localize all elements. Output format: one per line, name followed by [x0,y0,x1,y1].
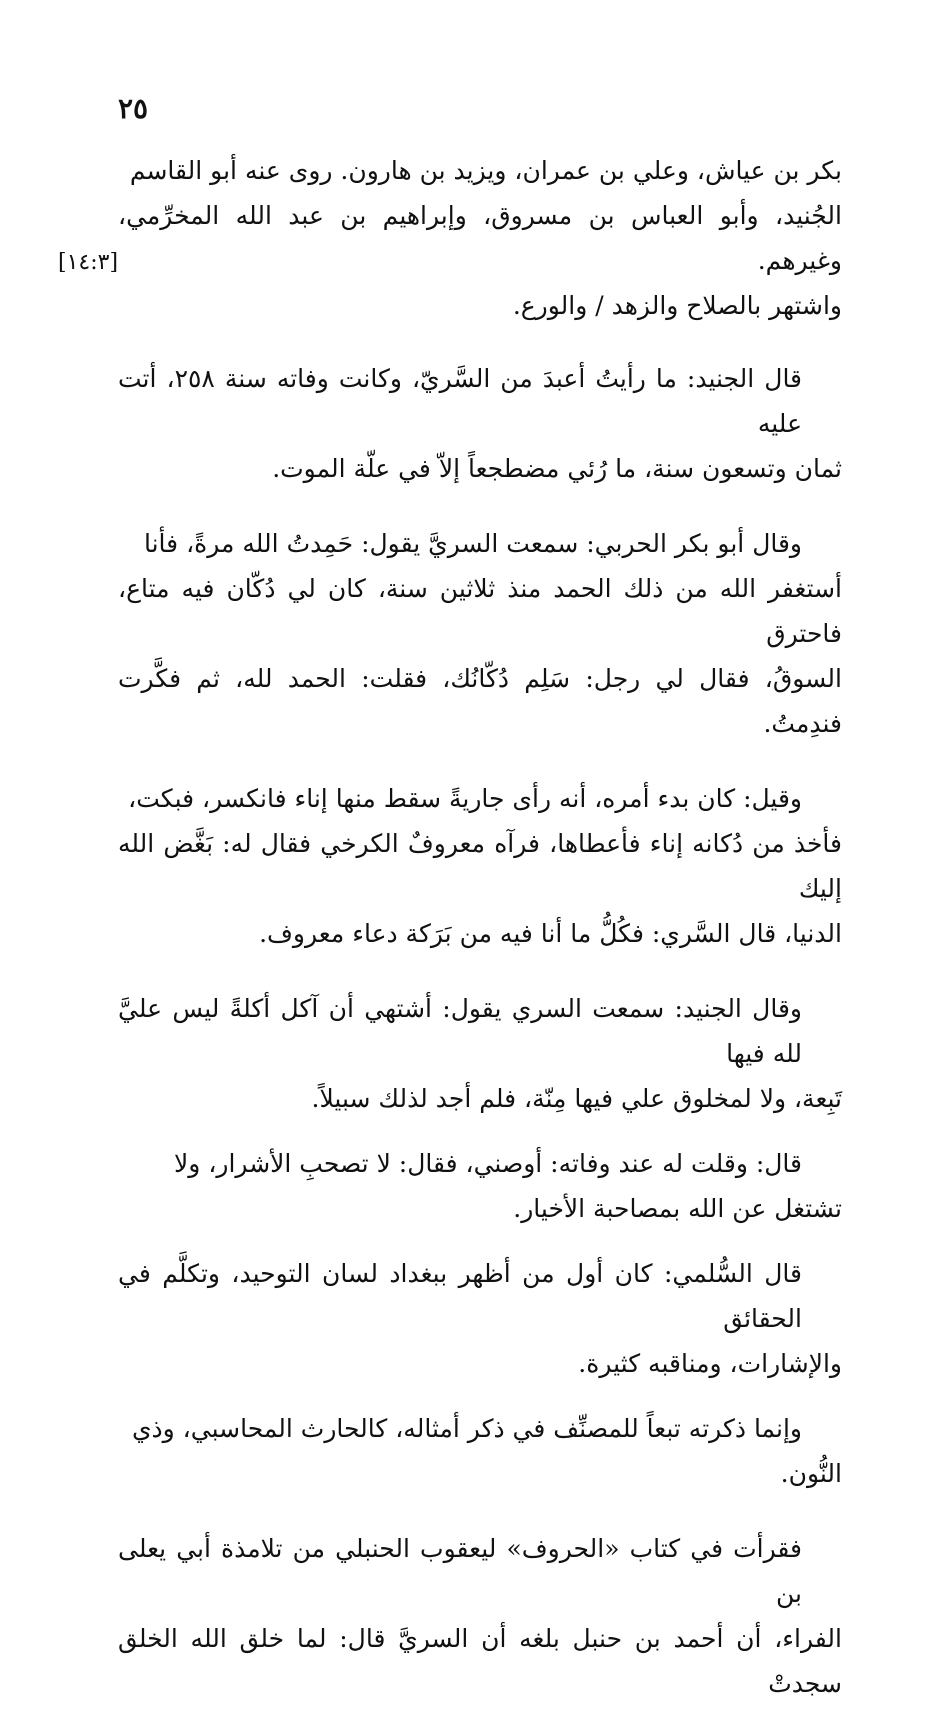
text-line: قال: وقلت له عند وفاته: أوصني، فقال: لا تصحبِ الأشرار، ولا [174,1149,802,1178]
paragraph-6 [118,1141,842,1231]
text-line: وقيل: كان بدء أمره، أنه رأى جاريةً سقط منها إناء فانكسر، فبكت، [128,784,802,813]
text-line: الفراء، أن أحمد بن حنبل بلغه أن السريَّ قال: لما خلق الله الخلق سجدتْ [118,1624,842,1698]
text-line: قال السُّلمي: كان أول من أظهر ببغداد لسان التوحيد، وتكلَّم في الحقائق [118,1259,802,1333]
text-line: تَبِعة، ولا لمخلوق علي فيها مِنّة، فلم أجد لذلك سبيلاً. [311,1084,842,1113]
paragraph-4 [118,776,842,956]
text-line: الجُنيد، وأبو العباس بن مسروق، وإبراهيم بن عبد الله المخرِّمي، وغيرهم. [118,201,842,275]
text-line: وقال الجنيد: سمعت السري يقول: أشتهي أن آكل أكلةً ليس عليَّ لله فيها [118,994,802,1068]
text-line: فأخذ من دُكانه إناء فأعطاها، فرآه معروفٌ الكرخي فقال له: بَغَّض الله إليك [118,829,842,903]
body-text [118,148,842,1736]
text-line: بكر بن عياش، وعلي بن عمران، ويزيد بن هارون. روى عنه أبو القاسم [129,156,842,185]
paragraph-9 [118,1526,842,1706]
text-line: النُّون. [780,1459,842,1488]
paragraph-8 [118,1406,842,1496]
text-line: والإشارات، ومناقبه كثيرة. [578,1349,842,1378]
margin-reference: [١٤:٣] [58,250,119,275]
paragraph-5 [118,986,842,1121]
text-line: السوقُ، فقال لي رجل: سَلِم دُكّانُك، فقلت: الحمد لله، ثم فكَّرت فندِمتُ. [118,664,842,738]
text-line: فقرأت في كتاب «الحروف» ليعقوب الحنبلي من تلامذة أبي يعلى بن [118,1534,802,1608]
text-line: الدنيا، قال السَّري: فكُلُّ ما أنا فيه من بَرَكة دعاء معروف. [259,919,842,948]
text-line: واشتهر بالصلاح والزهد / والورع. [512,291,842,320]
paragraph-3 [118,521,842,746]
text-line: أستغفر الله من ذلك الحمد منذ ثلاثين سنة، كان لي دُكّان فيه متاع، فاحترق [118,574,842,648]
text-line: قال الجنيد: ما رأيتُ أعبدَ من السَّريّ، وكانت وفاته سنة ٢٥٨، أتت عليه [118,364,803,438]
paragraph-1 [118,148,842,328]
text-line: وقال أبو بكر الحربي: سمعت السريَّ يقول: حَمِدتُ الله مرةً، فأنا [143,529,802,558]
text-line: ثمان وتسعون سنة، ما رُئي مضطجعاً إلاّ في علّة الموت. [272,454,842,483]
paragraph-7 [118,1251,842,1386]
text-line: تشتغل عن الله بمصاحبة الأخيار. [513,1194,842,1223]
text-line: وإنما ذكرته تبعاً للمصنِّف في ذكر أمثاله، كالحارث المحاسبي، وذي [131,1414,802,1443]
page-number: ٢٥ [118,92,149,125]
paragraph-2 [118,356,842,491]
